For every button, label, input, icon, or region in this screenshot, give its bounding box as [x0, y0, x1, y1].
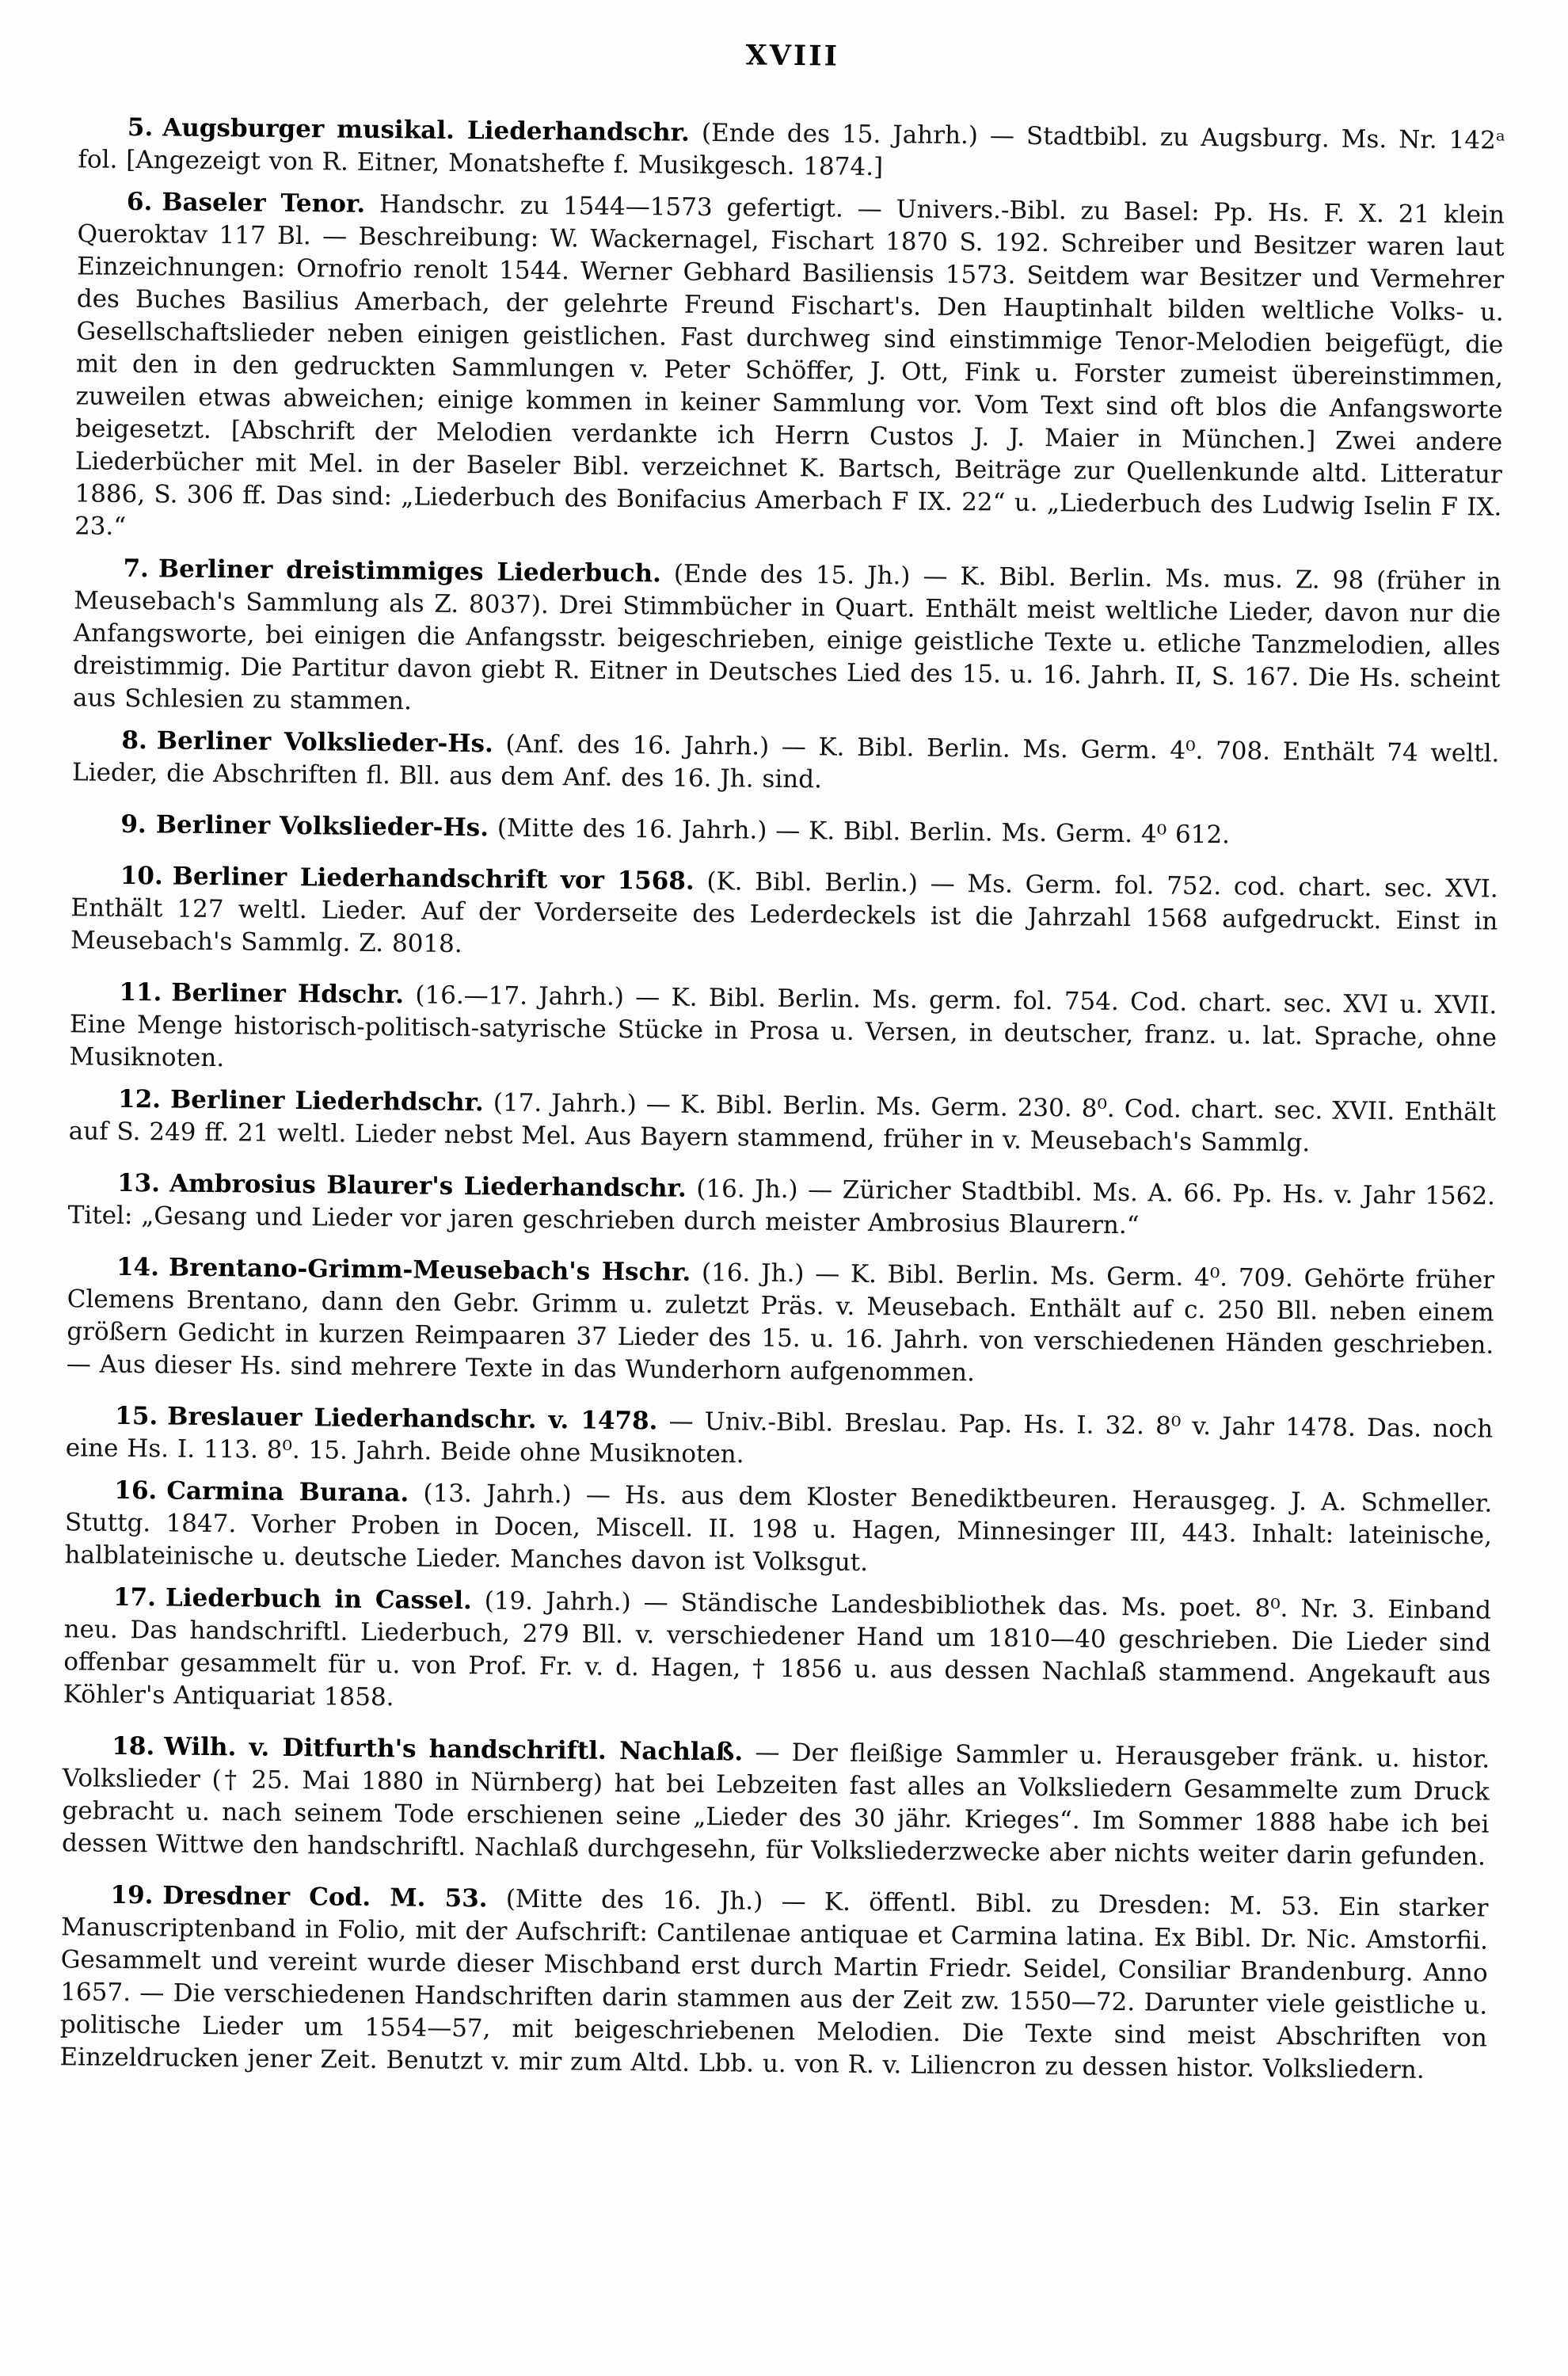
entry-number: 8. — [121, 725, 148, 756]
entry-body: (16. Jh.) — Züricher Stadtbibl. Ms. A. 66. Pp. Hs. v. Jahr 1562. Titel: „Gesang und Lieder vor jaren geschrieben durch meister Ambrosius Blaurern.“ — [67, 1174, 1496, 1240]
catalog-entry-6 — [74, 185, 1505, 556]
entry-title: Baseler Tenor. — [162, 188, 366, 219]
page-text-block — [59, 32, 1506, 2087]
catalog-entry-11 — [69, 976, 1497, 1087]
entry-number: 10. — [120, 861, 163, 891]
entry-number: 13. — [116, 1168, 161, 1198]
entry-title: Carmina Burana. — [166, 1476, 409, 1508]
entry-body: (16. Jh.) — K. Bibl. Berlin. Ms. Germ. 4⁰. 709. Gehörte früher Clemens Brentano, dann den Gebr. Grimm u. zuletzt Präs. v. Meusebach. Enthält auf c. 250 Bll. neben einem größern Gedicht in kurzen Reimpaaren 37 Lieder des 15. u. 16. Jahrh. von verschiedenen Händen geschrieben. — Aus dieser Hs. sind mehrere Texte in das Wunderhorn aufgenommen. — [66, 1258, 1495, 1388]
entry-body: — Der fleißige Sammler u. Herausgeber fränk. u. histor. Volkslieder († 25. Mai 1880 in Nürnberg) hat bei Lebzeiten fast alles an Volksliedern Gesammelte zum Druck gebracht u. nach seinem Tode erschienen seine „Lieder des 30 jähr. Krieges“. Im Sommer 1888 habe ich bei dessen Wittwe den handschriftl. Nachlaß durchgesehn, für Volksliederzwecke aber nichts weiter darin gefunden. — [61, 1738, 1490, 1871]
entry-body: (19. Jahrh.) — Ständische Landesbibliothek das. Ms. poet. 8⁰. Nr. 3. Einband neu. Das handschriftl. Liederbuch, 279 Bll. v. verschiedener Hand um 1810—40 geschrieben. Die Lieder sind offenbar gesammelt für u. von Prof. Fr. v. d. Hagen, † 1856 u. aus dessen Nachlaß stammend. Angekauft aus Köhler's Antiquariat 1858. — [63, 1586, 1492, 1712]
entry-title: Dresdner Cod. M. 53. — [162, 1881, 488, 1913]
entry-number: 5. — [127, 112, 154, 143]
catalog-entry-5 — [78, 111, 1505, 189]
entry-number: 12. — [117, 1084, 162, 1114]
catalog-entry-9 — [71, 808, 1498, 854]
entry-number: 11. — [119, 977, 162, 1007]
entry-body: (Mitte des 16. Jahrh.) — K. Bibl. Berlin. Ms. Germ. 4⁰ 612. — [497, 813, 1231, 850]
entry-title: Berliner Volkslieder-Hs. — [156, 726, 494, 759]
entry-body: (16.—17. Jahrh.) — K. Bibl. Berlin. Ms. germ. fol. 754. Cod. chart. sec. XVI u. XVII. Eine Menge historisch-politisch-satyrische Stücke in Prosa u. Versen, in deutscher, franz. u. lat. Sprache, ohne Musiknoten. — [69, 980, 1498, 1073]
catalog-entry-19 — [59, 1879, 1488, 2087]
catalog-entry-15 — [66, 1399, 1494, 1478]
entry-title: Berliner Volkslieder-Hs. — [155, 810, 489, 843]
entry-body: (Mitte des 16. Jh.) — K. öffentl. Bibl. zu Dresden: M. 53. Ein starker Manuscriptenband in Folio, mit der Aufschrift: Cantilenae antiquae et Carmina latina. Ex Bibl. Dr. Nic. Amstorfii. Gesammelt und vereint wurde dieser Mischband erst durch Martin Friedr. Seidel, Consiliar Brandenburg. Anno 1657. — Die verschiedenen Handschriften darin stammen aus der Zeit zw. 1550—72. Darunter viele geistliche u. politische Lieder um 1554—57, mit beigeschriebenen Melodien. Die Texte sind meist Abschriften von Einzeldrucken jener Zeit. Benutzt v. mir zum Altd. Lbb. u. von R. v. Liliencron zu dessen histor. Volksliedern. — [59, 1884, 1489, 2085]
entry-body: (13. Jahrh.) — Hs. aus dem Kloster Benediktbeuren. Herausgeg. J. A. Schmeller. Stuttg. 1847. Vorher Proben in Docen, Miscell. II. 198 u. Hagen, Minnesinger III, 443. Inhalt: lateinische, halblateinische u. deutsche Lieder. Manches davon ist Volksgut. — [64, 1479, 1493, 1578]
entry-body: (17. Jahrh.) — K. Bibl. Berlin. Ms. Germ. 230. 8⁰. Cod. chart. sec. XVII. Enthält auf S. 249 ff. 21 weltl. Lieder nebst Mel. Aus Bayern stammend, früher in v. Meusebach's Sammlg. — [68, 1088, 1497, 1158]
entry-number: 7. — [123, 554, 150, 584]
catalog-entry-10 — [70, 859, 1498, 970]
entry-title: Berliner dreistimmiges Liederbuch. — [158, 554, 662, 588]
catalog-entry-17 — [63, 1581, 1491, 1724]
entry-number: 16. — [114, 1475, 158, 1506]
entry-title: Berliner Liederhandschrift vor 1568. — [172, 862, 695, 896]
catalog-entry-13 — [68, 1167, 1496, 1245]
entry-body: Handschr. zu 1544—1573 gefertigt. — Univers.-Bibl. zu Basel: Pp. Hs. F. X. 21 klein Queroktav 117 Bl. — Beschreibung: W. Wackernagel, Fischart 1870 S. 192. Schreiber und Besitzer waren laut Einzeichnungen: Ornofrio renolt 1544. Werner Gebhard Basiliensis 1573. Seitdem war Besitzer und Vermehrer des Buches Basilius Amerbach, der gelehrte Freund Fischart's. Den Hauptinhalt bilden weltliche Volks- u. Gesellschaftslieder neben einigen geistlichen. Fast durchweg sind einstimmige Tenor-Melodien beigefügt, die mit den in den gedruckten Sammlungen v. Peter Schöffer, J. Ott, Fink u. Forster zumeist übereinstimmen, zuweilen etwas abweichen; einige kommen in keiner Sammlung vor. Vom Text sind oft blos die Anfangsworte beigesetzt. [Abschrift der Melodien verdankte ich Herrn Custos J. J. Maier in München.] Zwei andere Liederbücher mit Mel. in der Baseler Bibl. verzeichnet K. Bartsch, Beiträge zur Quellenkunde altd. Litteratur 1886, S. 306 ff. Das sind: „Liederbuch des Bonifacius Amerbach F IX. 22“ u. „Liederbuch des Ludwig Iselin F IX. 23.“ — [74, 190, 1505, 541]
catalog-entry-7 — [73, 552, 1501, 728]
entry-number: 19. — [110, 1880, 154, 1910]
entry-title: Augsburger musikal. Liederhandschr. — [162, 113, 691, 147]
entry-body: (Ende des 15. Jh.) — K. Bibl. Berlin. Ms. mus. Z. 98 (früher in Meusebach's Sammlung als Z. 8037). Drei Stimmbücher in Quart. Enthält meist weltliche Lieder, davon nur die Anfangsworte, bei einigen die Anfangsstr. beigeschrieben, einige geistliche Texte u. etliche Tanzmelodien, alles dreistimmig. Die Partitur davon giebt R. Eitner in Deutsches Lied des 15. u. 16. Jahrh. II, S. 167. Die Hs. scheint aus Schlesien zu stammen. — [72, 559, 1501, 716]
entry-body: (Anf. des 16. Jahrh.) — K. Bibl. Berlin. Ms. Germ. 4⁰. 708. Enthält 74 weltl. Lieder, die Abschriften fl. Bll. aus dem Anf. des 16. Jh. sind. — [71, 729, 1500, 794]
entry-title: Brentano-Grimm-Meusebach's Hschr. — [168, 1253, 691, 1287]
entry-number: 15. — [115, 1401, 158, 1431]
entry-title: Ambrosius Blaurer's Liederhandschr. — [169, 1169, 687, 1203]
entry-title: Breslauer Liederhandschr. v. 1478. — [167, 1402, 658, 1436]
catalog-entry-18 — [62, 1730, 1490, 1873]
entry-title: Berliner Liederhdschr. — [169, 1085, 484, 1118]
page-number: XVIII — [745, 39, 840, 73]
catalog-entry-16 — [64, 1474, 1492, 1585]
entry-title: Wilh. v. Ditfurth's handschriftl. Nachlaß. — [164, 1732, 744, 1767]
catalog-entry-12 — [69, 1083, 1497, 1161]
entry-number: 9. — [120, 809, 147, 840]
entry-number: 6. — [126, 187, 153, 217]
entry-number: 17. — [112, 1582, 157, 1613]
entry-title: Liederbuch in Cassel. — [165, 1583, 472, 1616]
entry-number: 18. — [112, 1731, 155, 1761]
catalog-entry-14 — [67, 1251, 1494, 1394]
entry-body: (Ende des 15. Jahrh.) — Stadtbibl. zu Augsburg. Ms. Nr. 142ᵃ fol. [Angezeigt von R. Eitner, Monatshefte f. Musikgesch. 1874.] — [78, 118, 1505, 182]
entry-title: Berliner Hdschr. — [171, 978, 405, 1010]
entry-body: (K. Bibl. Berlin.) — Ms. Germ. fol. 752. cod. chart. sec. XVI. Enthält 127 weltl. Lieder. Auf der Vorderseite des Lederdeckels ist die Jahrzahl 1568 aufgedruckt. Einst in Meusebach's Sammlg. Z. 8018. — [70, 867, 1498, 959]
entry-body: — Univ.-Bibl. Breslau. Pap. Hs. I. 32. 8⁰ v. Jahr 1478. Das. noch eine Hs. I. 113. 8⁰. 15. Jahrh. Beide ohne Musiknoten. — [65, 1407, 1494, 1469]
entry-number: 14. — [116, 1252, 160, 1282]
catalog-entry-8 — [72, 724, 1500, 802]
